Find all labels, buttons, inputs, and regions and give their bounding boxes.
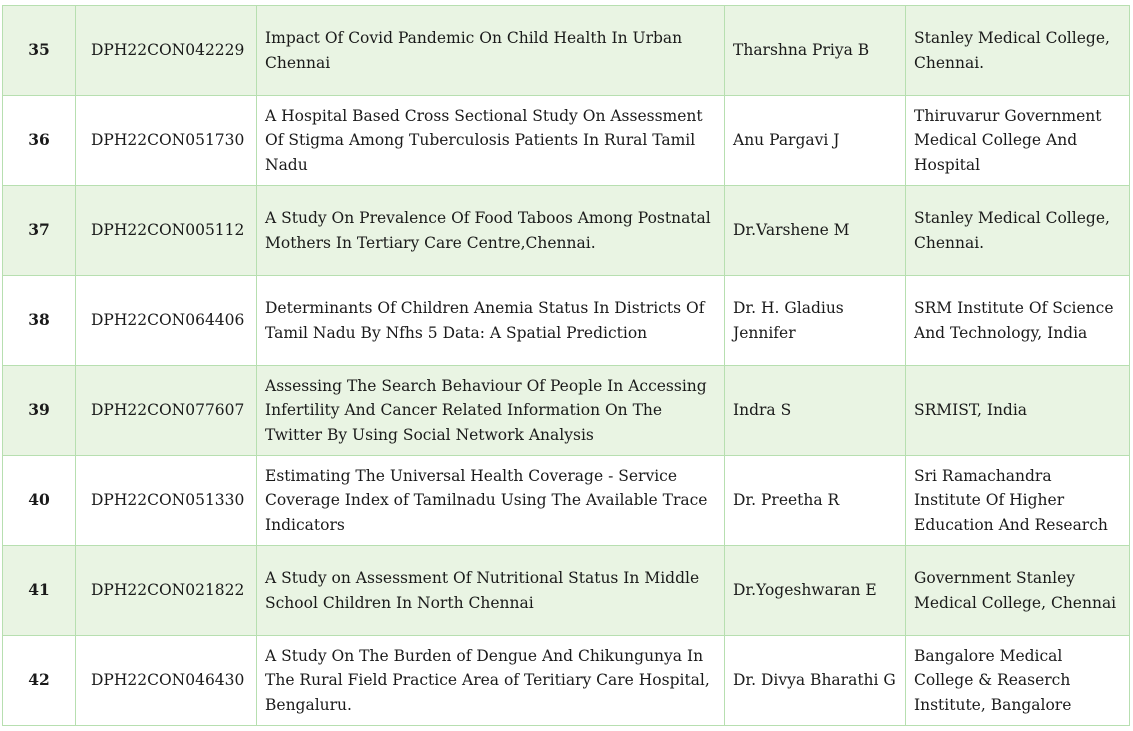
table-row — [3, 366, 1130, 456]
author-name: Dr. Preetha R — [725, 456, 906, 546]
abstract-code: DPH22CON064406 — [76, 276, 257, 366]
serial-number: 39 — [3, 366, 76, 456]
author-name: Dr.Yogeshwaran E — [725, 546, 906, 636]
author-name: Tharshna Priya B — [725, 6, 906, 96]
serial-number: 40 — [3, 456, 76, 546]
abstract-code: DPH22CON042229 — [76, 6, 257, 96]
abstract-code: DPH22CON021822 — [76, 546, 257, 636]
table-row — [3, 456, 1130, 546]
abstract-title: Estimating The Universal Health Coverage - Service Coverage Index of Tamilnadu Using The Available Trace Indicators — [257, 456, 725, 546]
institution-name: SRM Institute Of Science And Technology, India — [906, 276, 1130, 366]
abstract-title: A Hospital Based Cross Sectional Study On Assessment Of Stigma Among Tuberculosis Patients In Rural Tamil Nadu — [257, 96, 725, 186]
abstract-table — [2, 5, 1130, 726]
institution-name: Stanley Medical College, Chennai. — [906, 6, 1130, 96]
abstract-title: Determinants Of Children Anemia Status In Districts Of Tamil Nadu By Nfhs 5 Data: A Spatial Prediction — [257, 276, 725, 366]
abstract-code: DPH22CON051330 — [76, 456, 257, 546]
author-name: Dr.Varshene M — [725, 186, 906, 276]
abstract-code: DPH22CON077607 — [76, 366, 257, 456]
author-name: Dr. Divya Bharathi G — [725, 636, 906, 726]
serial-number: 37 — [3, 186, 76, 276]
institution-name: Bangalore Medical College & Reaserch Institute, Bangalore — [906, 636, 1130, 726]
institution-name: Thiruvarur Government Medical College And Hospital — [906, 96, 1130, 186]
serial-number: 42 — [3, 636, 76, 726]
abstract-code: DPH22CON005112 — [76, 186, 257, 276]
abstract-title: A Study On The Burden of Dengue And Chikungunya In The Rural Field Practice Area of Teritiary Care Hospital, Bengaluru. — [257, 636, 725, 726]
institution-name: SRMIST, India — [906, 366, 1130, 456]
serial-number: 38 — [3, 276, 76, 366]
serial-number: 36 — [3, 96, 76, 186]
abstract-code: DPH22CON046430 — [76, 636, 257, 726]
institution-name: Stanley Medical College, Chennai. — [906, 186, 1130, 276]
institution-name: Sri Ramachandra Institute Of Higher Education And Research — [906, 456, 1130, 546]
table-row — [3, 96, 1130, 186]
table-row — [3, 546, 1130, 636]
institution-name: Government Stanley Medical College, Chennai — [906, 546, 1130, 636]
table-row — [3, 6, 1130, 96]
abstract-table-container — [2, 5, 1130, 726]
serial-number: 35 — [3, 6, 76, 96]
table-row — [3, 276, 1130, 366]
abstract-title: A Study On Prevalence Of Food Taboos Among Postnatal Mothers In Tertiary Care Centre,Chennai. — [257, 186, 725, 276]
serial-number: 41 — [3, 546, 76, 636]
abstract-title: Impact Of Covid Pandemic On Child Health In Urban Chennai — [257, 6, 725, 96]
author-name: Dr. H. Gladius Jennifer — [725, 276, 906, 366]
table-row — [3, 186, 1130, 276]
abstract-code: DPH22CON051730 — [76, 96, 257, 186]
author-name: Indra S — [725, 366, 906, 456]
abstract-title: Assessing The Search Behaviour Of People In Accessing Infertility And Cancer Related Information On The Twitter By Using Social Network Analysis — [257, 366, 725, 456]
author-name: Anu Pargavi J — [725, 96, 906, 186]
table-row — [3, 636, 1130, 726]
abstract-title: A Study on Assessment Of Nutritional Status In Middle School Children In North Chennai — [257, 546, 725, 636]
